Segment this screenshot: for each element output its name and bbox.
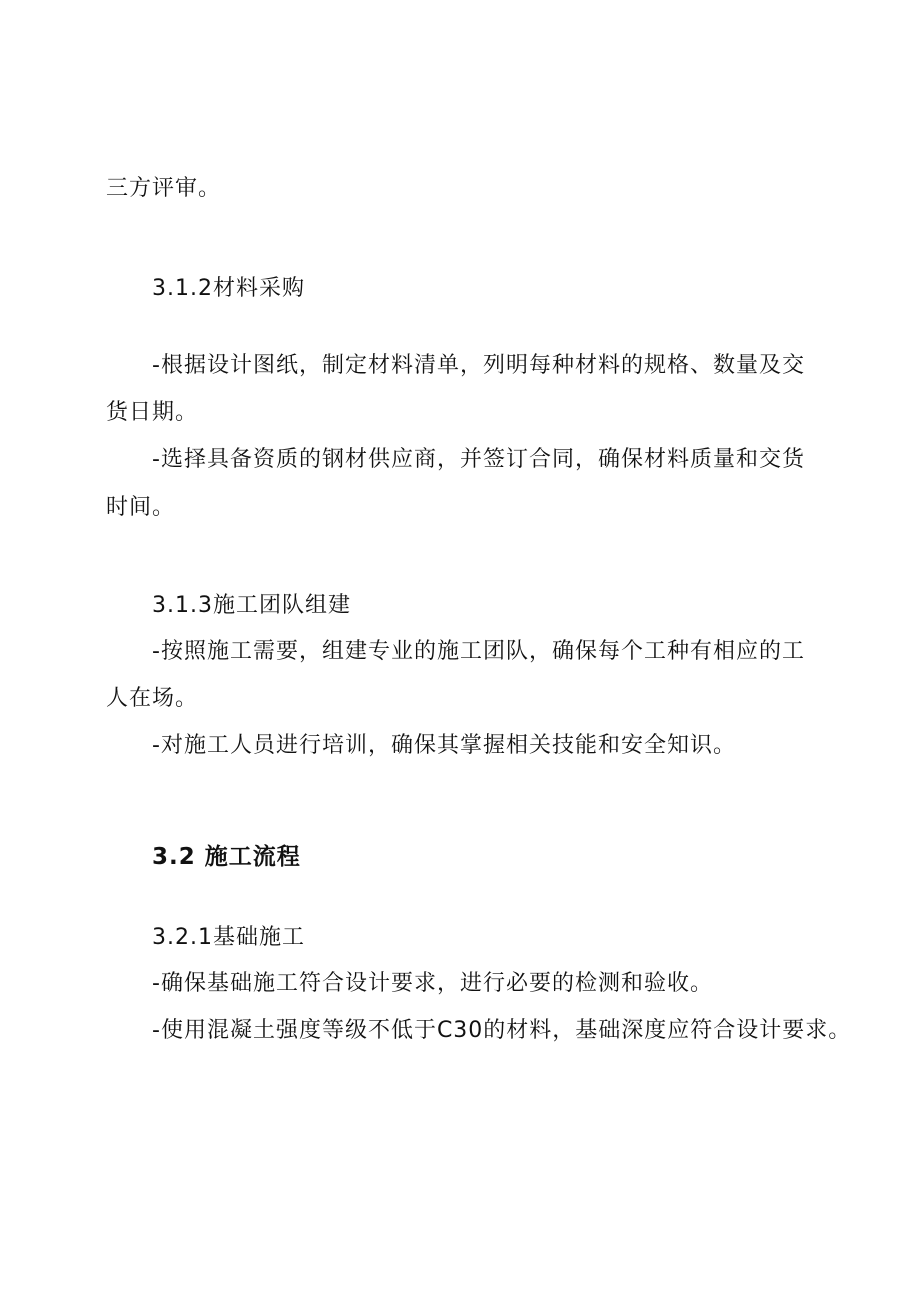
section-3-2-1-item1-line1: -确保基础施工符合设计要求，进行必要的检测和验收。 — [152, 971, 713, 996]
section-3-2-1-heading: 3.2.1基础施工 — [152, 925, 305, 950]
section-3-2-1-item2-line1: -使用混凝土强度等级不低于C30的材料，基础深度应符合设计要求。 — [152, 1018, 852, 1043]
section-3-1-3-item2-line1: -对施工人员进行培训，确保其掌握相关技能和安全知识。 — [152, 733, 736, 758]
section-3-1-2-item2-line2: 时间。 — [106, 495, 176, 520]
continuation-text: 三方评审。 — [106, 176, 222, 201]
section-3-1-3-item1-line1: -按照施工需要，组建专业的施工团队，确保每个工种有相应的工 — [152, 639, 805, 664]
section-3-1-3-item1-line2: 人在场。 — [106, 686, 199, 711]
section-3-1-3-heading: 3.1.3施工团队组建 — [152, 593, 351, 618]
section-3-1-2-item1-line2: 货日期。 — [106, 400, 199, 425]
section-3-1-2-heading: 3.1.2材料采购 — [152, 276, 305, 301]
section-3-1-2-item2-line1: -选择具备资质的钢材供应商，并签订合同，确保材料质量和交货 — [152, 447, 805, 472]
section-3-1-2-item1-line1: -根据设计图纸，制定材料清单，列明每种材料的规格、数量及交 — [152, 353, 805, 378]
section-3-2-heading: 3.2 施工流程 — [152, 844, 301, 870]
